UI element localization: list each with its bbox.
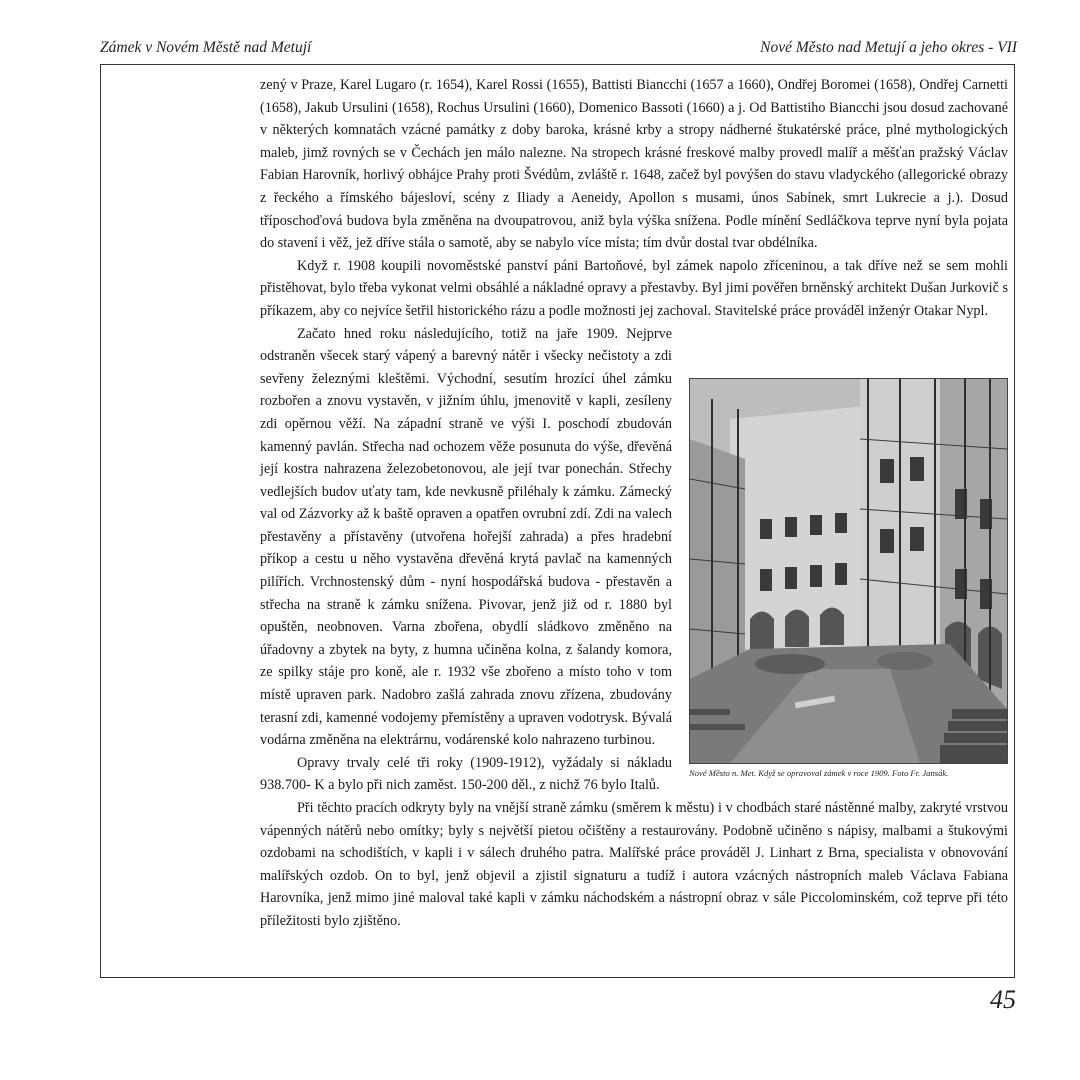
header-right-title: Nové Město nad Metují a jeho okres - VII [760, 39, 1017, 56]
paragraph-1: zený v Praze, Karel Lugaro (r. 1654), Karel Rossi (1655), Battisti Biancchi (1657 a 1660), Ondřej Boromei (1658), Ondřej Carnetti (1658), Jakub Ursulini (1658), Rochus Ursulini (1660), Domenico Bassoti (1660) a j. Od Battistiho Biancchi jsou dosud zachované v některých komnatách vzácné památky z doby baroka, krásné krby a stropy nádherné štukatérské práce, plné mythologických maleb, jimž rovných se v Čechách jen málo nalezne. Na stropech krásné freskové malby provedl malíř a měšťan pražský Václav Fabian Harovník, horlivý obhájce Prahy proti Švédům, zvláště r. 1648, začež byl povýšen do stavu vladyckého (allegorické obrazy z řeckého a římského bájesloví, scény z Iliady a Aeneidy, Apollon s musami, únos Sabínek, smrt Lukrecie a j.). Dosud tříposchoďová budova byla změněna na dvoupatrovou, aniž byla výška snížena. Podle mínění Sedláčkova teprve nyní byla pojata do stavení i věž, jež dříve stála o samotě, aby se nabylo více místa; tím dvůr dostal tvar obdélníka. [260, 77, 1008, 252]
figure-caption: Nové Město n. Met. Když se opravoval zámek v roce 1909. Foto Fr. Jansák. [689, 768, 949, 778]
paragraph-5: Při těchto pracích odkryty byly na vnější straně zámku (směrem k městu) i v chodbách staré nástěnné malby, zakryté vrstvou vápenných nátěrů nebo omítky; byly s největší pietou očištěny a restaurovány. Podobně učiněno s nápisy, malbami a štukovými ozdobami na schodištích, v kapli i v sálech druhého patra. Malířské práce prováděl J. Linhart z Brna, specialista v obnovování malířských ozdob. On to byl, jenž objevil a zjistil signaturu a tudíž i autora vzácných nástropních maleb Václava Fabiana Harovníka, jenž mimo jiné maloval také kapli v zámku náchodském a nástropní obraz v sále Piccolominském, což teprve při této příležitosti bylo zjištěno. [260, 800, 1008, 929]
paragraph-4: Opravy trvaly celé tři roky (1909-1912), vyžádaly si nákladu 938.700- K a bylo při nich zaměst. 150-200 děl., z nichž 76 bylo Italů. [260, 754, 672, 794]
figure [689, 378, 1008, 779]
header-left-title: Zámek v Novém Městě nad Metují [100, 39, 312, 56]
paragraph-2: Když r. 1908 koupili novoměstské panství páni Bartoňové, byl zámek napolo zříceninou, a tak dříve než se sem mohli přistěhovat, bylo třeba vykonat velmi obsáhlé a nákladné opravy a přestavby. Byl jimi pověřen brněnský architekt Dušan Jurkovič s příkazem, aby co nejvíce šetřil historického rázu a podle možnosti jej zachoval. Stavitelské práce prováděl inženýr Otakar Nypl. [260, 257, 1008, 319]
running-header [100, 38, 1017, 58]
courtyard-photo [689, 378, 1008, 764]
page-number: 45 [990, 985, 1016, 1014]
paragraph-3: Začato hned roku následujícího, totiž na jaře 1909. Nejprve odstraněn všecek starý vápený a barevný nátěr i všecky nečistoty a zdi sevřeny železnými kleštěmi. Východní, sesutím hrozící úhel zámku rozbořen a znovu vystavěn, v jižním úhlu, jmenovitě v kapli, zesíleny zdi opěrnou věží. Na západní straně ve výši I. poschodí zbudován kamenný pavlán. Střecha nad ochozem věže posunuta do výše, dřevěná její kostra nahrazena železobetonovou, ale její tvar ponechán. Střechy vedlejších budov uťaty tam, kde nevkusně přiléhaly k zámku. Zámecký val od Zázvorky až k baště opraven a opatřen ovrubní zdí. Zdi na valech přestavěny a přístavěny (utvořena hořejší zahrada) a přes hradební příkop a cestu u něho vystavěna dřevěná krytá pavlač na kamenných pilířích. Vrchnostenský dům - nyní hospodářská budova - přestavěn a střecha na straně k zámku snížena. Pivovar, jenž již od r. 1880 byl opuštěn, neobnoven. Varna zbořena, obydlí sládkovo změněno na úřadovny a zbytek na byty, z humna učiněna kolna, z šalandy komora, ze spilky stáje pro koně, ale r. 1932 vše zbořeno a místo toho v tom místě upraven park. Nadobro zašlá zahrada znovu zřízena, zbudovány terasní zdi, kamenné vodojemy přemístěny a upraven vodotrysk. Bývalá vodárna změněna na elektrárnu, vodárenské kolo nahrazeno turbinou. [260, 325, 672, 749]
